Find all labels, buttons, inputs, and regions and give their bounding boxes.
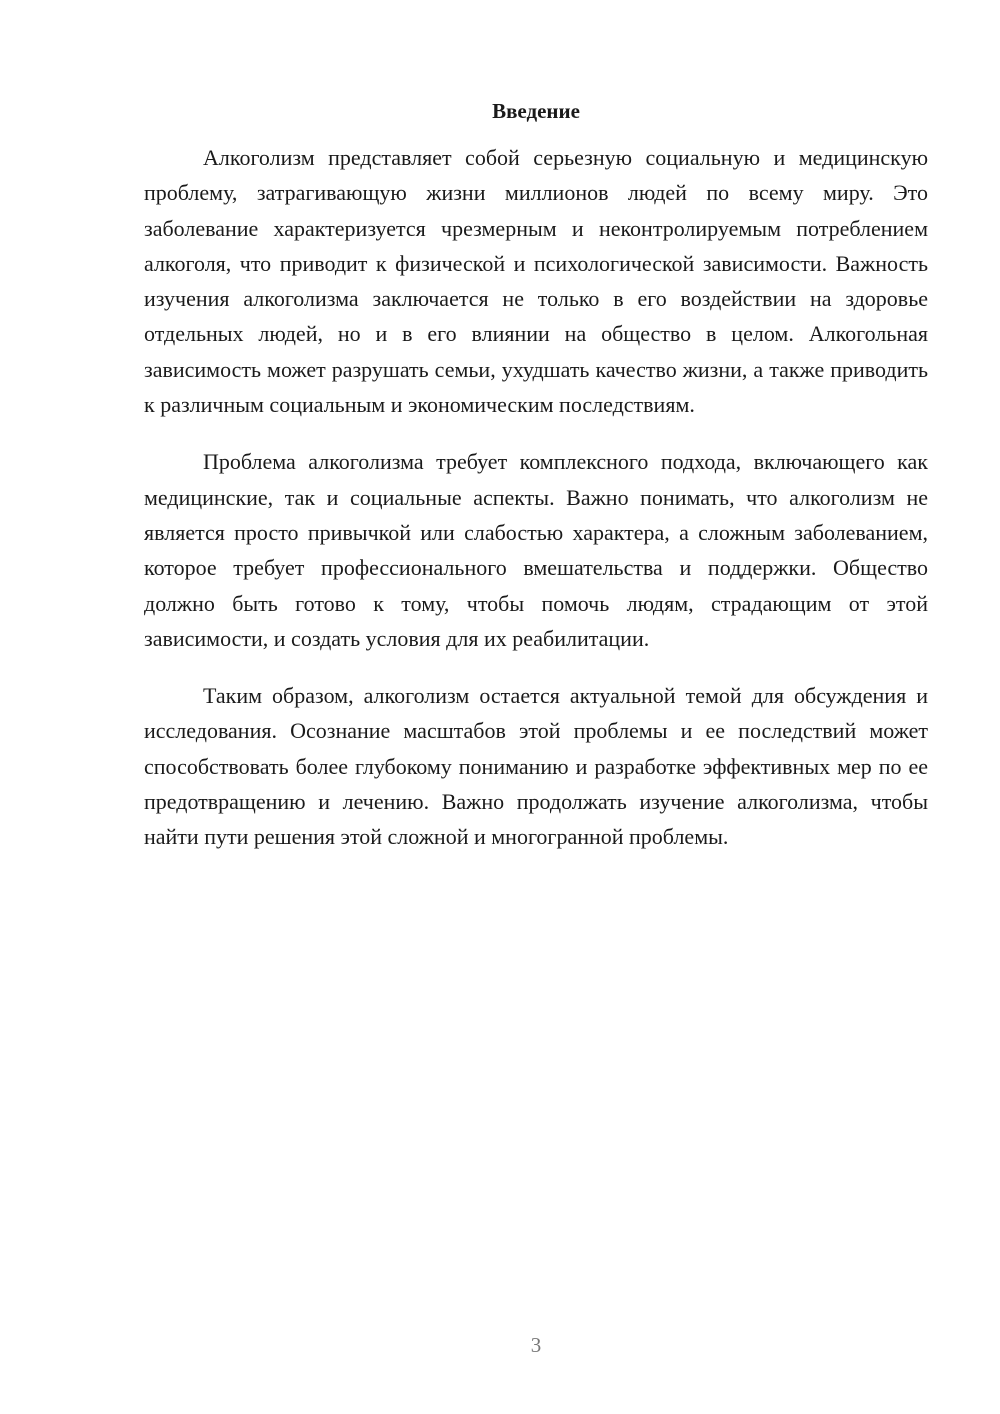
- paragraph-2: Проблема алкоголизма требует комплексного подхода, включающего как медицинские, так и социальные аспекты. Важно понимать, что алкоголизм не является просто привычкой или слабостью характера, а сложным заболеванием, которое требует профессионального вмешательства и поддержки. Общество должно быть готово к тому, чтобы помочь людям, страдающим от этой зависимости, и создать условия для их реабилитации.: [144, 449, 928, 651]
- page-content: [144, 94, 928, 877]
- paragraph-1: Алкоголизм представляет собой серьезную социальную и медицинскую проблему, затрагивающую жизни миллионов людей по всему миру. Это заболевание характеризуется чрезмерным и неконтролируемым потреблением алкоголя, что приводит к физической и психологической зависимости. Важность изучения алкоголизма заключается не только в его воздействии на здоровье отдельных людей, но и в его влиянии на общество в целом. Алкогольная зависимость может разрушать семьи, ухудшать качество жизни, а также приводить к различным социальным и экономическим последствиям.: [144, 145, 928, 418]
- page-number: 3: [530, 1333, 542, 1357]
- paragraph-3: Таким образом, алкоголизм остается актуальной темой для обсуждения и исследования. Осознание масштабов этой проблемы и ее последствий может способствовать более глубокому пониманию и разработке эффективных мер по ее предотвращению и лечению. Важно продолжать изучение алкоголизма, чтобы найти пути решения этой сложной и многогранной проблемы.: [144, 683, 928, 850]
- section-heading: Введение: [492, 99, 580, 123]
